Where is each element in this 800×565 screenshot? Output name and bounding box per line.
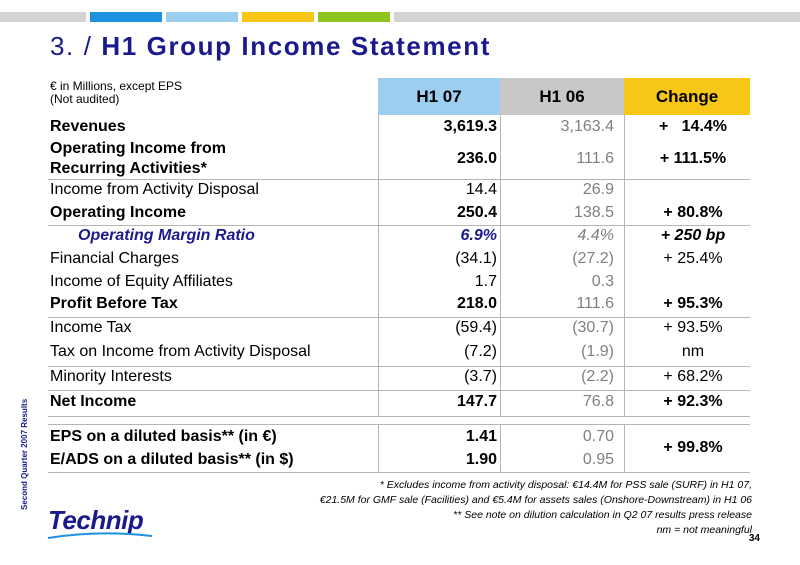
value-h1-07: (3.7)	[464, 368, 497, 385]
value-change: + 80.8%	[663, 204, 723, 221]
units-line-1: € in Millions, except EPS	[50, 79, 183, 93]
header-change	[624, 78, 750, 115]
footnote-2: €21.5M for GMF sale (Facilities) and €5.4M for assets sales (Onshore-Downstream) in H1 06	[319, 494, 752, 506]
value-h1-07: (7.2)	[464, 343, 497, 360]
page-title	[50, 31, 491, 62]
page-number: 34	[748, 533, 760, 544]
bar-segment-gray-2	[394, 12, 800, 22]
row-label: Minority Interests	[50, 368, 172, 385]
value-h1-06: 26.9	[582, 181, 614, 198]
value-h1-06: (30.7)	[572, 319, 614, 336]
table-row-revenues	[48, 118, 750, 140]
footnote-3: ** See note on dilution calculation in Q2 07 results press release	[453, 509, 752, 521]
table-row-eads-diluted	[48, 451, 750, 473]
value-change: + 25.4%	[663, 250, 723, 267]
value-h1-06: 4.4%	[577, 227, 614, 244]
value-h1-07: 147.7	[456, 393, 497, 410]
technip-logo: Technip	[48, 505, 144, 535]
table-row-income-activity-disposal	[48, 181, 750, 203]
row-label: Income Tax	[50, 319, 132, 336]
table-row-profit-before-tax	[48, 295, 750, 317]
value-h1-07: 3,619.3	[443, 118, 497, 135]
table-row-operating-margin-ratio	[48, 227, 750, 249]
table-row-income-tax	[48, 319, 750, 341]
value-h1-07: (34.1)	[455, 250, 497, 267]
row-label: Revenues	[50, 118, 126, 135]
row-label: Operating Income	[50, 204, 187, 221]
table-row-equity-affiliates	[48, 273, 750, 295]
value-change: + 68.2%	[663, 368, 723, 385]
row-divider	[48, 317, 750, 318]
bar-segment-yellow	[242, 12, 314, 22]
row-label-line-2: Recurring Activities*	[50, 160, 207, 177]
value-h1-06: (1.9)	[581, 343, 614, 360]
row-label: Financial Charges	[50, 250, 179, 267]
value-h1-07: 218.0	[456, 295, 497, 312]
value-h1-06: 111.6	[576, 150, 614, 167]
value-change: nm	[681, 343, 705, 360]
value-h1-07: (59.4)	[455, 319, 497, 336]
table-row-net-income	[48, 393, 750, 415]
value-h1-07: 250.4	[456, 204, 497, 221]
row-label: EPS on a diluted basis** (in €)	[50, 428, 277, 445]
value-h1-06: 0.3	[591, 273, 614, 290]
title-text: H1 Group Income Statement	[101, 31, 491, 61]
units-line-2: (Not audited)	[50, 92, 120, 106]
table-row-operating-income-recurring	[48, 140, 750, 180]
value-h1-06: 111.6	[576, 295, 614, 312]
row-label: Income from Activity Disposal	[50, 181, 259, 198]
table-row-operating-income	[48, 204, 750, 226]
sidebar-caption: Second Quarter 2007 Results	[20, 398, 29, 510]
header-h1-07-label: H1 07	[416, 86, 462, 106]
value-h1-06: 76.8	[582, 393, 614, 410]
table-row-minority-interests	[48, 368, 750, 390]
value-h1-06: (27.2)	[572, 250, 614, 267]
row-divider	[48, 390, 750, 391]
bar-segment-green	[318, 12, 390, 22]
table-row-eps-diluted	[48, 428, 750, 456]
value-h1-07: 1.41	[465, 428, 497, 445]
value-change: + 250 bp	[660, 227, 726, 244]
row-label: Operating Margin Ratio	[78, 227, 255, 244]
value-h1-07: 1.90	[465, 451, 497, 468]
bar-segment-gray-1	[0, 12, 86, 22]
row-divider	[48, 366, 750, 367]
header-change-label: Change	[655, 86, 719, 106]
value-h1-06: 0.70	[582, 428, 614, 445]
row-label: Income of Equity Affiliates	[50, 273, 233, 290]
table-row-tax-activity-disposal	[48, 343, 750, 365]
header-h1-07	[378, 78, 500, 115]
row-label: Tax on Income from Activity Disposal	[50, 343, 311, 360]
value-h1-06: 138.5	[573, 204, 614, 221]
row-label: Net Income	[50, 393, 137, 410]
header-h1-06-label: H1 06	[539, 86, 585, 106]
footnote-1: * Excludes income from activity disposal: €14.4M for PSS sale (SURF) in H1 07,	[379, 479, 752, 491]
logo-swoosh-icon	[46, 532, 154, 540]
bar-segment-blue	[90, 12, 162, 22]
header-h1-06	[500, 78, 624, 115]
row-divider	[48, 424, 750, 425]
value-change: + 111.5%	[659, 150, 727, 167]
row-label: Profit Before Tax	[50, 295, 178, 312]
row-label-line-1: Operating Income from	[50, 140, 227, 157]
value-change: + 14.4%	[658, 118, 728, 135]
value-h1-07: 236.0	[456, 150, 497, 167]
value-h1-07: 14.4	[465, 181, 497, 198]
value-change: + 93.5%	[663, 319, 723, 336]
bar-segment-lightblue	[166, 12, 238, 22]
footnotes	[320, 478, 752, 538]
value-change: + 92.3%	[663, 393, 723, 410]
table-row-financial-charges	[48, 250, 750, 272]
value-h1-06: 0.95	[582, 451, 614, 468]
top-color-bar	[0, 12, 800, 22]
value-h1-07: 6.9%	[460, 227, 497, 244]
row-divider	[48, 416, 750, 417]
value-change: + 99.8%	[663, 439, 723, 456]
title-number: 3. /	[50, 31, 93, 61]
value-h1-06: 3,163.4	[560, 118, 614, 135]
row-label: E/ADS on a diluted basis** (in $)	[50, 451, 294, 468]
value-h1-07: 1.7	[474, 273, 497, 290]
units-note	[50, 80, 182, 106]
footnote-4: nm = not meaningful	[656, 524, 752, 536]
value-change: + 95.3%	[663, 295, 723, 312]
value-h1-06: (2.2)	[581, 368, 614, 385]
